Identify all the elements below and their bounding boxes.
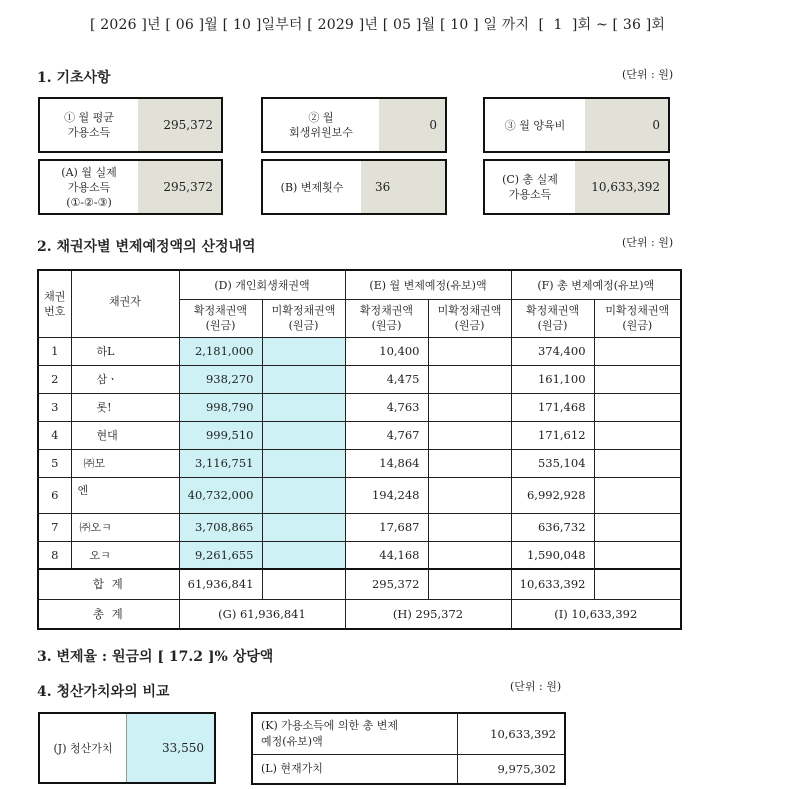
row-e-confirmed: 194,248 [345, 477, 428, 513]
l-value: 9,975,302 [458, 755, 566, 785]
row-f-unconfirmed [594, 477, 681, 513]
row-no: 1 [38, 337, 71, 365]
row-e-confirmed: 4,763 [345, 393, 428, 421]
row-e-unconfirmed [428, 365, 511, 393]
row-f-unconfirmed [594, 541, 681, 569]
section4-unit: (단위 : 원) [510, 680, 562, 693]
row-creditor: 현대 [71, 421, 179, 449]
row-no: 8 [38, 541, 71, 569]
header-f-confirmed: 확정채권액 (원금) [511, 299, 594, 337]
row-d-unconfirmed [262, 421, 345, 449]
row-creditor: 삼ㆍ [71, 365, 179, 393]
row-f-unconfirmed [594, 449, 681, 477]
row-d-unconfirmed [262, 365, 345, 393]
row-f-confirmed: 171,468 [511, 393, 594, 421]
header-e-confirmed: 확정채권액 (원금) [345, 299, 428, 337]
row-no: 6 [38, 477, 71, 513]
k-value: 10,633,392 [458, 713, 566, 755]
repayment-count-box [261, 159, 447, 215]
row-creditor: 엔 [71, 477, 179, 513]
row-creditor: 오ㅋ [71, 541, 179, 569]
repayment-rate: 3. 변제율 : 원금의 [ 17.2 ]% 상당액 [37, 649, 274, 665]
child-support-label: ③ 월 양육비 [504, 118, 566, 132]
row-d-unconfirmed [262, 393, 345, 421]
total-h: (H) 295,372 [345, 599, 511, 629]
row-f-unconfirmed [594, 365, 681, 393]
child-support-box [483, 97, 670, 153]
actual-income-box [38, 159, 223, 215]
row-f-confirmed: 171,612 [511, 421, 594, 449]
row-f-confirmed: 1,590,048 [511, 541, 594, 569]
repayment-count-label: (B) 변제횟수 [280, 180, 344, 194]
row-d-unconfirmed [262, 513, 345, 541]
total-income-label: (C) 총 실제 가용소득 [502, 173, 558, 201]
liquidation-value: 33,550 [126, 714, 214, 782]
row-d-confirmed: 999,510 [179, 421, 262, 449]
total-g: (G) 61,936,841 [179, 599, 345, 629]
sum-f-unconfirmed [594, 569, 681, 599]
sum-f-confirmed: 10,633,392 [511, 569, 594, 599]
row-no: 3 [38, 393, 71, 421]
k-row [252, 713, 565, 755]
header-e-unconfirmed: 미확정채권액 (원금) [428, 299, 511, 337]
sum-label: 합 계 [38, 569, 179, 599]
row-e-confirmed: 14,864 [345, 449, 428, 477]
row-creditor: 하L [71, 337, 179, 365]
row-creditor: ㈜모 [71, 449, 179, 477]
table-row [38, 421, 681, 449]
section1-unit: (단위 : 원) [622, 68, 674, 81]
monthly-avg-income-box [38, 97, 223, 153]
table-header-row [38, 270, 681, 299]
child-support-value: 0 [585, 99, 668, 151]
l-row [252, 755, 565, 785]
header-e: (E) 월 변제예정(유보)액 [345, 270, 511, 299]
row-e-confirmed: 44,168 [345, 541, 428, 569]
total-i: (I) 10,633,392 [511, 599, 681, 629]
total-row [38, 599, 681, 629]
row-d-unconfirmed [262, 337, 345, 365]
repayment-comparison-table [251, 712, 566, 785]
row-d-unconfirmed [262, 477, 345, 513]
row-e-unconfirmed [428, 513, 511, 541]
row-f-unconfirmed [594, 421, 681, 449]
sum-d-confirmed: 61,936,841 [179, 569, 262, 599]
row-e-unconfirmed [428, 541, 511, 569]
table-row [38, 337, 681, 365]
header-creditor-no: 채권 번호 [38, 270, 71, 337]
row-f-confirmed: 535,104 [511, 449, 594, 477]
row-no: 2 [38, 365, 71, 393]
header-creditor: 채권자 [71, 270, 179, 337]
row-f-unconfirmed [594, 393, 681, 421]
row-no: 4 [38, 421, 71, 449]
row-e-confirmed: 4,475 [345, 365, 428, 393]
section2-unit: (단위 : 원) [622, 236, 674, 249]
row-e-confirmed: 10,400 [345, 337, 428, 365]
sum-row [38, 569, 681, 599]
total-label: 총 계 [38, 599, 179, 629]
section4-title: 4. 청산가치와의 비교 [37, 684, 170, 700]
liquidation-value-label: (J) 청산가치 [53, 742, 113, 755]
repayment-period: [ 2026 ]년 [ 06 ]월 [ 10 ]일부터 [ 2029 ]년 [ 05 ]월 [ 10 ] 일 까지 [ 1 ]회 ~ [ 36 ]회 [90, 17, 666, 33]
section2-title: 2. 채권자별 변제예정액의 산정내역 [37, 239, 256, 255]
sum-e-unconfirmed [428, 569, 511, 599]
liquidation-value-box [38, 712, 216, 784]
trustee-fee-value: 0 [379, 99, 445, 151]
row-e-confirmed: 4,767 [345, 421, 428, 449]
section1-title: 1. 기초사항 [37, 70, 111, 86]
header-f-unconfirmed: 미확정채권액 (원금) [594, 299, 681, 337]
row-d-confirmed: 2,181,000 [179, 337, 262, 365]
row-d-confirmed: 40,732,000 [179, 477, 262, 513]
total-income-value: 10,633,392 [575, 161, 668, 213]
header-d: (D) 개인회생채권액 [179, 270, 345, 299]
creditor-repayment-table [37, 269, 682, 630]
row-e-confirmed: 17,687 [345, 513, 428, 541]
table-row [38, 513, 681, 541]
trustee-fee-box [261, 97, 447, 153]
row-d-confirmed: 938,270 [179, 365, 262, 393]
row-d-confirmed: 9,261,655 [179, 541, 262, 569]
row-e-unconfirmed [428, 449, 511, 477]
l-label: (L) 현재가치 [252, 755, 458, 785]
row-creditor: ㈜오ㅋ [71, 513, 179, 541]
row-creditor: 롯! [71, 393, 179, 421]
row-d-confirmed: 3,116,751 [179, 449, 262, 477]
row-e-unconfirmed [428, 337, 511, 365]
table-row [38, 541, 681, 569]
row-e-unconfirmed [428, 421, 511, 449]
table-row [38, 477, 681, 513]
total-income-box [483, 159, 670, 215]
table-row [38, 449, 681, 477]
row-e-unconfirmed [428, 393, 511, 421]
row-f-unconfirmed [594, 513, 681, 541]
header-d-confirmed: 확정채권액 (원금) [179, 299, 262, 337]
trustee-fee-label: ② 월 회생위원보수 [289, 111, 353, 139]
row-d-confirmed: 998,790 [179, 393, 262, 421]
monthly-avg-income-label: ① 월 평균 가용소득 [64, 111, 114, 139]
monthly-avg-income-value: 295,372 [138, 99, 221, 151]
sum-d-unconfirmed [262, 569, 345, 599]
row-f-unconfirmed [594, 337, 681, 365]
row-no: 5 [38, 449, 71, 477]
sum-e-confirmed: 295,372 [345, 569, 428, 599]
repayment-count-value: 36 [361, 161, 445, 213]
actual-income-value: 295,372 [138, 161, 221, 213]
row-e-unconfirmed [428, 477, 511, 513]
table-row [38, 365, 681, 393]
header-d-unconfirmed: 미확정채권액 (원금) [262, 299, 345, 337]
row-d-unconfirmed [262, 449, 345, 477]
row-f-confirmed: 636,732 [511, 513, 594, 541]
table-row [38, 393, 681, 421]
header-f: (F) 총 변제예정(유보)액 [511, 270, 681, 299]
row-no: 7 [38, 513, 71, 541]
row-d-unconfirmed [262, 541, 345, 569]
row-f-confirmed: 374,400 [511, 337, 594, 365]
k-label: (K) 가용소득에 의한 총 변제 예정(유보)액 [252, 713, 458, 755]
actual-income-label: (A) 월 실제 가용소득 (①-②-③) [61, 165, 117, 209]
row-f-confirmed: 161,100 [511, 365, 594, 393]
row-d-confirmed: 3,708,865 [179, 513, 262, 541]
row-f-confirmed: 6,992,928 [511, 477, 594, 513]
